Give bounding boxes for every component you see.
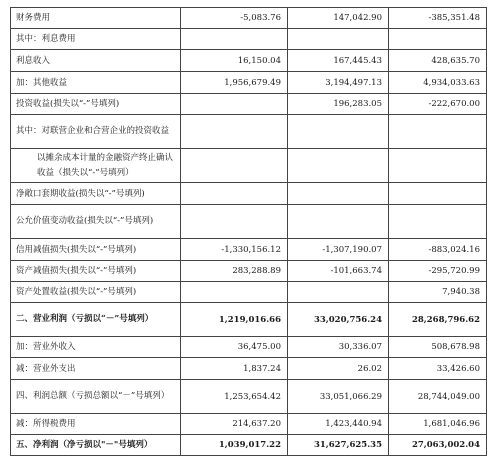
cell-value	[389, 183, 487, 205]
row-label: 四、利润总额（亏损总额以“－”号填列）	[11, 380, 181, 414]
cell-value	[389, 149, 487, 183]
cell-value: 508,678.98	[389, 337, 487, 358]
cell-value: 1,956,679.49	[181, 72, 288, 94]
cell-value: -1,330,156.12	[181, 239, 288, 261]
cell-value	[181, 94, 288, 115]
cell-value: 30,336.07	[288, 337, 389, 358]
table-row	[11, 337, 487, 358]
cell-value: 1,423,440.94	[288, 414, 389, 435]
cell-value	[389, 205, 487, 239]
row-label: 投资收益(损失以“-”号填列)	[11, 94, 181, 115]
income-statement-table	[10, 7, 487, 456]
cell-value: 27,063,002.04	[389, 435, 487, 456]
table-row	[11, 358, 487, 380]
cell-value: 1,219,016.66	[181, 303, 288, 337]
cell-value	[181, 183, 288, 205]
cell-value: 167,445.43	[288, 50, 389, 72]
cell-value	[288, 115, 389, 149]
cell-value: 196,283.05	[288, 94, 389, 115]
table-row	[11, 72, 487, 94]
cell-value: 33,426.60	[389, 358, 487, 380]
row-label: 以摊余成本计量的金融资产终止确认收益（损失以“-”号填列）	[11, 149, 181, 183]
cell-value	[288, 149, 389, 183]
table-row	[11, 414, 487, 435]
cell-value: -295,720.99	[389, 261, 487, 282]
row-label: 资产减值损失(损失以“-”号填列)	[11, 261, 181, 282]
table-row	[11, 94, 487, 115]
cell-value: 4,934,033.63	[389, 72, 487, 94]
cell-value: 7,940.38	[389, 282, 487, 303]
row-label: 利息收入	[11, 50, 181, 72]
cell-value: -222,670.00	[389, 94, 487, 115]
row-label: 加：营业外收入	[11, 337, 181, 358]
cell-value: 36,475.00	[181, 337, 288, 358]
table-row	[11, 8, 487, 29]
table-row	[11, 50, 487, 72]
cell-value: 3,194,497.13	[288, 72, 389, 94]
row-label: 减：所得税费用	[11, 414, 181, 435]
cell-value	[288, 282, 389, 303]
cell-value	[181, 205, 288, 239]
cell-value	[181, 115, 288, 149]
table-row	[11, 261, 487, 282]
table-row	[11, 115, 487, 149]
table-row	[11, 239, 487, 261]
table-row	[11, 380, 487, 414]
cell-value: 28,268,796.62	[389, 303, 487, 337]
cell-value: -101,663.74	[288, 261, 389, 282]
cell-value: 214,637.20	[181, 414, 288, 435]
cell-value	[389, 29, 487, 50]
cell-value: 283,288.89	[181, 261, 288, 282]
cell-value: 31,627,625.35	[288, 435, 389, 456]
cell-value: 1,681,046.96	[389, 414, 487, 435]
table-row	[11, 282, 487, 303]
cell-value	[181, 29, 288, 50]
cell-value: 428,635.70	[389, 50, 487, 72]
cell-value: 16,150.04	[181, 50, 288, 72]
cell-value: 1,253,654.42	[181, 380, 288, 414]
row-label: 资产处置收益(损失以“-”号填列)	[11, 282, 181, 303]
table-row	[11, 303, 487, 337]
cell-value	[288, 183, 389, 205]
cell-value: 1,039,017.22	[181, 435, 288, 456]
cell-value	[389, 115, 487, 149]
row-label: 加：其他收益	[11, 72, 181, 94]
cell-value	[181, 282, 288, 303]
cell-value: 33,020,756.24	[288, 303, 389, 337]
cell-value: -1,307,190.07	[288, 239, 389, 261]
cell-value: -385,351.48	[389, 8, 487, 29]
cell-value: 147,042.90	[288, 8, 389, 29]
row-label: 减：营业外支出	[11, 358, 181, 380]
row-label: 二、营业利润（亏损以“－”号填列）	[11, 303, 181, 337]
row-label: 其中：对联营企业和合营企业的投资收益	[11, 115, 181, 149]
cell-value: 1,837.24	[181, 358, 288, 380]
table-row	[11, 435, 487, 456]
cell-value	[181, 149, 288, 183]
cell-value	[288, 205, 389, 239]
cell-value: 26.02	[288, 358, 389, 380]
table-row	[11, 29, 487, 50]
cell-value: -5,083.76	[181, 8, 288, 29]
cell-value: 28,744,049.00	[389, 380, 487, 414]
table-row	[11, 149, 487, 183]
row-label: 净敞口套期收益(损失以“-”号填列)	[11, 183, 181, 205]
table-row	[11, 183, 487, 205]
row-label: 其中：利息费用	[11, 29, 181, 50]
row-label: 五、净利润（净亏损以"－"号填列）	[11, 435, 181, 456]
row-label: 公允价值变动收益(损失以“-”号填列)	[11, 205, 181, 239]
table-row	[11, 205, 487, 239]
cell-value: -883,024.16	[389, 239, 487, 261]
row-label: 信用减值损失(损失以“-”号填列)	[11, 239, 181, 261]
cell-value	[288, 29, 389, 50]
row-label: 财务费用	[11, 8, 181, 29]
cell-value: 33,051,066.29	[288, 380, 389, 414]
